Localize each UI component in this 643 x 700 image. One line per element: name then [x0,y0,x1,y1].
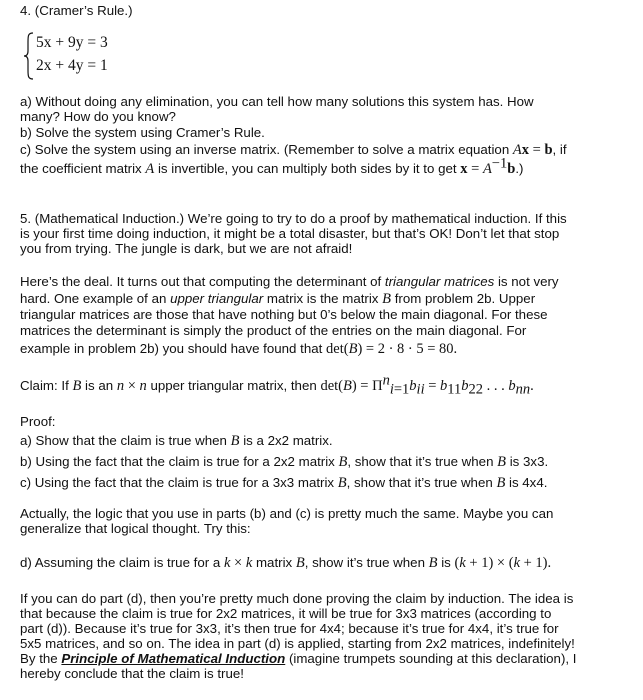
deal-line-3: triangular matrices are those that have nothing but 0’s below the main diagonal. For these [20,307,548,322]
problem-5-intro-line-1: 5. (Mathematical Induction.) We’re going to try to do a proof by mathematical induction. If this [20,211,567,226]
part-4c-line-2: the coefficient matrix A is invertible, you can multiply both sides by it to get $x = A^{-1}b$.) [20,155,524,177]
proof-part-b: b) Using the fact that the claim is true for a 2x2 matrix B, show that it’s true when B is 3x3. [20,454,549,470]
actually-line-1: Actually, the logic that you use in parts (b) and (c) is pretty much the same. Maybe you can [20,506,554,521]
conclusion-line-4: 5x5 matrices, and so on. The idea in part (d) is applied, starting from 2x2 matrices, indefinitely! [20,636,575,651]
conclusion-line-1: If you can do part (d), then you’re pretty much done proving the claim by induction. The idea is [20,591,574,606]
proof-heading: Proof: [20,414,56,429]
conclusion-line-3: part (d)). Because it’s true for 3x3, it’s then true for 4x4; because it’s true for 4x4, it’s true for [20,621,559,636]
system-equation-1: 5x + 9y = 3 [36,34,108,51]
deal-line-5: example in problem 2b) you should have found that det(B) = 2 · 8 · 5 = 80. [20,341,458,357]
actually-line-2: generalize that logical thought. Try this: [20,521,251,536]
deal-line-4: matrices the determinant is simply the product of the entries on the main diagonal. For [20,323,527,338]
claim: Claim: If B is an n × n upper triangular matrix, then $\det(B) = \Pi^n_{i=1}b_{ii} = b_{11}b_{22}$ . . . $b_{nn}$. [20,372,534,398]
deal-line-2: hard. One example of an upper triangular matrix is the matrix B from problem 2b. Upper [20,291,536,307]
part-4a-line-2: many? How do you know? [20,109,176,124]
proof-part-c: c) Using the fact that the claim is true for a 3x3 matrix B, show that it’s true when B is 4x4. [20,475,548,491]
part-4a-line-1: a) Without doing any elimination, you can tell how many solutions this system has. How [20,94,534,109]
deal-line-1: Here’s the deal. It turns out that computing the determinant of triangular matrices is not very [20,274,559,289]
conclusion-line-5: By the Principle of Mathematical Induction (imagine trumpets sounding at this declaration), I [20,651,577,666]
conclusion-line-2: that because the claim is true for 2x2 matrices, it will be true for 3x3 matrices (according to [20,606,552,621]
part-4b: b) Solve the system using Cramer’s Rule. [20,125,265,140]
principle-of-induction-emphasis: Principle of Mathematical Induction [61,651,286,666]
problem-5-intro-line-2: is your first time doing induction, it might be a total disaster, but that’s OK! Don’t let that stop [20,226,560,241]
system-equation-2: 2x + 4y = 1 [36,57,108,74]
proof-part-a: a) Show that the claim is true when B is a 2x2 matrix. [20,433,333,449]
problem-5-intro-line-3: you from trying. The jungle is dark, but we are not afraid! [20,241,353,256]
part-4c-line-1: c) Solve the system using an inverse matrix. (Remember to solve a matrix equation Ax = b, if [20,142,567,158]
left-brace-icon [23,32,35,80]
conclusion-line-6: hereby conclude that the claim is true! [20,666,244,681]
problem-4-title: 4. (Cramer’s Rule.) [20,3,133,18]
proof-part-d: d) Assuming the claim is true for a k × k matrix B, show it’s true when B is (k + 1) × (k + 1). [20,555,552,571]
